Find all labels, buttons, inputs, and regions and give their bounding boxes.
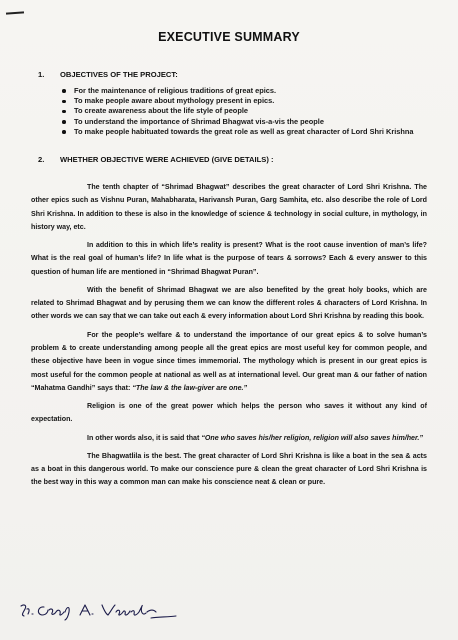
section-heading-objectives: [38, 70, 178, 79]
list-item: To create awareness about the life style of people: [62, 106, 432, 116]
paragraph-text: For the people’s welfare & to understand the importance of our great epics & to solve human’s problem & to create understanding among people all the great epics are most useful key for common people, and these objective have been in vogue since times immemorial. The mythology which is present in our great epics is most useful for the common people at national as well as at international level. Our great man & our father of nation “Mahatma Gandhi” says that:: [31, 330, 427, 392]
section-heading-achievement: [38, 155, 273, 164]
pen-mark: [6, 11, 24, 14]
section-heading-text: WHETHER OBJECTIVE WERE ACHIEVED (GIVE DETAILS) :: [60, 155, 274, 164]
paragraph: With the benefit of Shrimad Bhagwat we are also benefited by the great holy books, which are related to Shrimad Bhagwat and by perusing them we can know the different roles & characters of Lord Krishna. In other words we can say that we can take out each & every information about Lord Shri Krishna by reading this book.: [31, 285, 427, 321]
paragraph: Religion is one of the great power which helps the person who saves it without any kind of expectation.: [31, 402, 427, 424]
list-item: To make people habituated towards the great role as well as great character of Lord Shri Krishna: [62, 127, 432, 137]
paragraph: The tenth chapter of “Shrimad Bhagwat” describes the great character of Lord Shri Krishna. The other epics such as Vishnu Puran, Mahabharata, Harivansh Puran, Garg Samhita, etc. also describe the role of Lord Shri Krishna. In addition to these is also in the knowledge of science & technology in social culture, in mythology, in history way, etc.: [31, 183, 427, 231]
summary-body: [31, 181, 427, 494]
paragraph: The Bhagwatlila is the best. The great character of Lord Shri Krishna is like a boat in the sea & acts as a boat in this dangerous world. To make our conscience pure & clean the great character of Lord Shri Krishna is the best way in this way a common man can make his conscience neat & clean or pure.: [31, 451, 427, 487]
section-number: 1.: [38, 70, 45, 79]
page-title: EXECUTIVE SUMMARY: [158, 30, 300, 44]
gandhi-quote: “The law & the law-giver are one.”: [132, 383, 248, 392]
paragraph: [31, 329, 427, 395]
section-number: 2.: [38, 155, 45, 164]
paragraph-text: In other words also, it is said that: [87, 433, 200, 442]
paragraph: In addition to this in which life’s reality is present? What is the root cause invention of man’s life? What is the real goal of human’s life? In life what is the purpose of tears & sorrows? Each & every answer to this question of human life are mentioned in “Shrimad Bhagwat Puran”.: [31, 241, 427, 276]
list-item: To understand the importance of Shrimad Bhagwat vis-a-vis the people: [62, 117, 432, 127]
list-item: For the maintenance of religious traditions of great epics.: [62, 86, 432, 96]
handwritten-signature: [18, 600, 188, 622]
section-heading-text: OBJECTIVES OF THE PROJECT:: [60, 70, 178, 79]
paragraph: [31, 432, 427, 445]
religion-quote: “One who saves his/her religion, religion will also saves him/her.”: [201, 433, 423, 442]
list-item: To make people aware about mythology present in epics.: [62, 96, 432, 106]
objectives-list: [62, 86, 432, 137]
